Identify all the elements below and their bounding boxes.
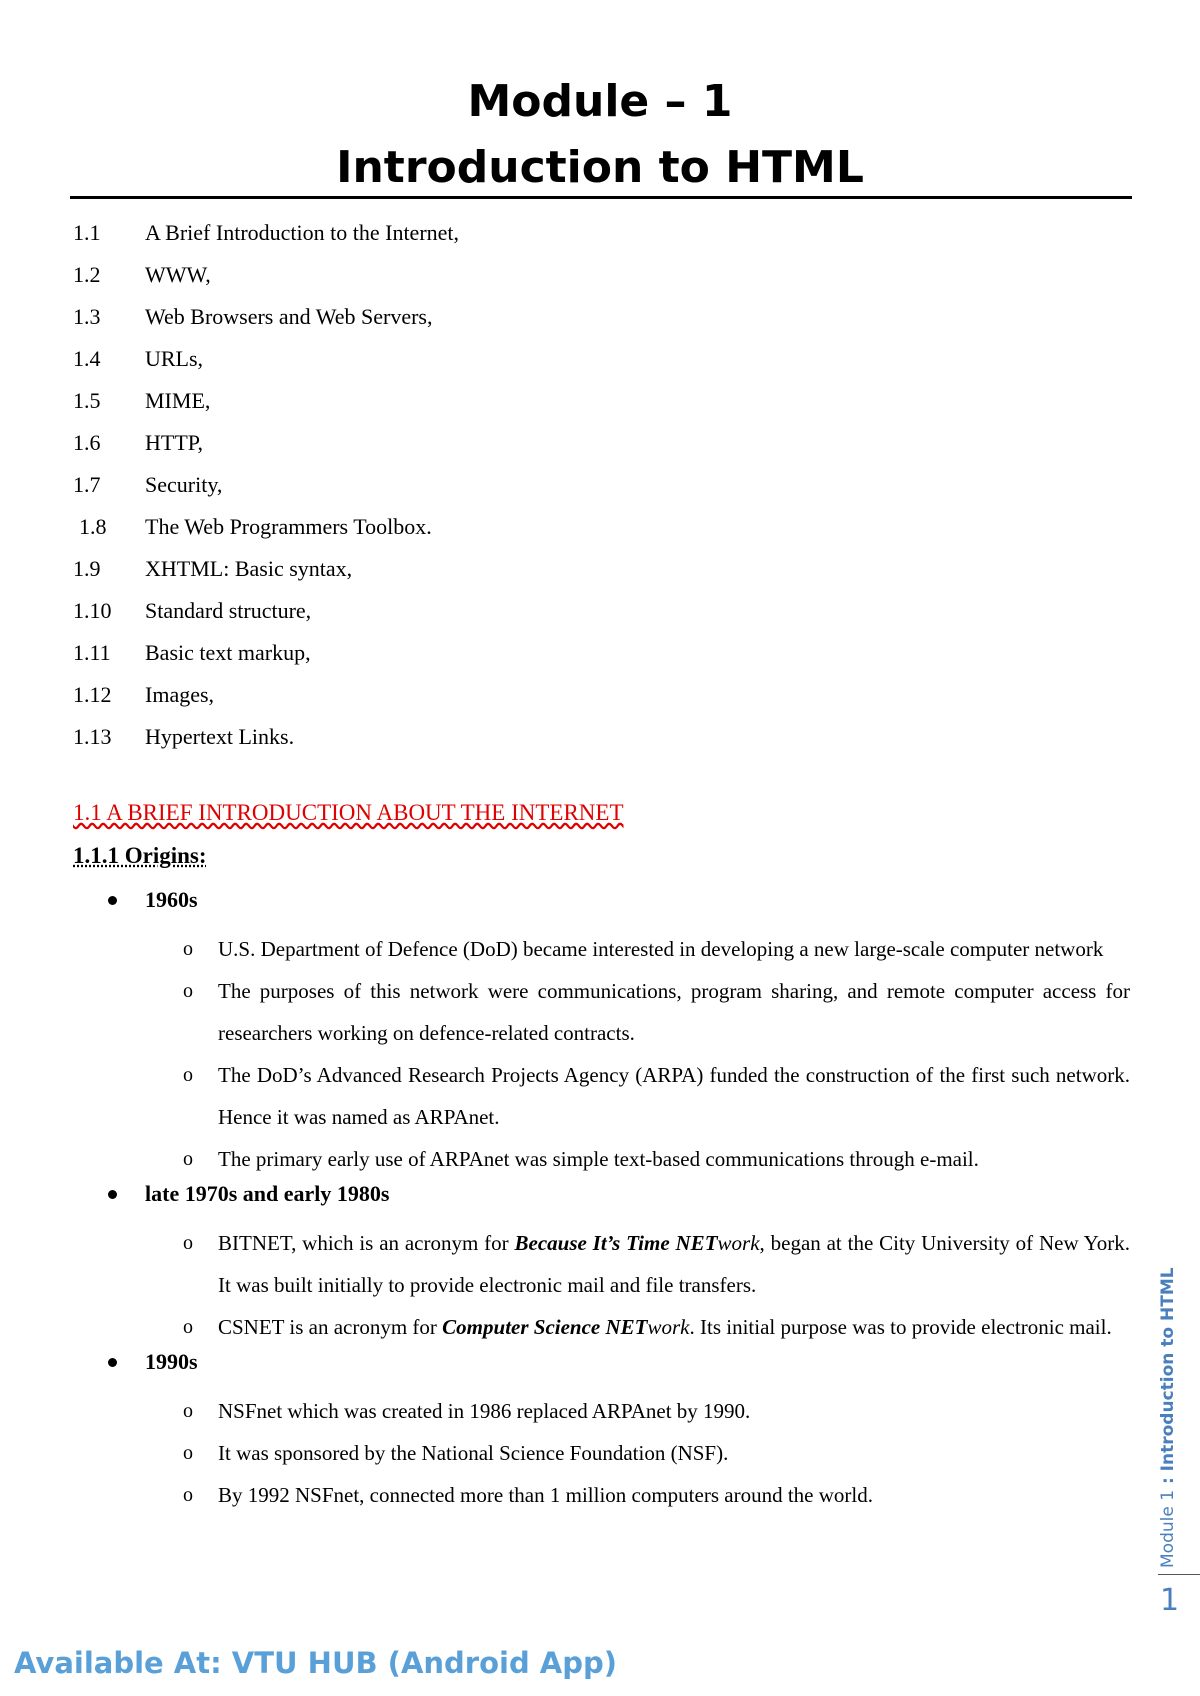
toc-item — [73, 471, 459, 513]
section-heading: 1.1 A BRIEF INTRODUCTION ABOUT THE INTERNET — [73, 800, 624, 825]
list-item — [183, 1306, 1130, 1348]
toc-number: 1.6 — [73, 430, 101, 455]
toc-item — [73, 681, 459, 723]
toc-item — [73, 261, 459, 303]
toc-text: WWW, — [145, 262, 211, 287]
list-item — [183, 1390, 1130, 1432]
table-of-contents — [73, 219, 459, 765]
toc-number: 1.5 — [73, 388, 101, 413]
bullet-icon — [108, 896, 117, 905]
toc-text: A Brief Introduction to the Internet, — [145, 220, 460, 245]
list-item-text: It was sponsored by the National Science Foundation (NSF). — [218, 1441, 729, 1465]
bullet-heading — [0, 1348, 1200, 1390]
toc-text: Images, — [145, 682, 215, 707]
toc-item — [73, 387, 459, 429]
bullet-label: late 1970s and early 1980s — [145, 1181, 390, 1206]
bullet-heading — [0, 886, 1200, 928]
toc-number: 1.1 — [73, 220, 101, 245]
page-number: 1 — [1160, 1583, 1180, 1618]
side-margin-label — [1158, 1228, 1184, 1568]
list-item-text: NSFnet which was created in 1986 replaced ARPAnet by 1990. — [218, 1399, 751, 1423]
toc-text: Standard structure, — [145, 598, 312, 623]
circle-bullet-icon: o — [183, 1484, 193, 1506]
bullet-group-1960s — [0, 886, 1200, 1180]
bitnet-acronym-tail: work — [717, 1231, 760, 1255]
toc-text: XHTML: Basic syntax, — [145, 556, 353, 581]
toc-number: 1.10 — [73, 598, 112, 623]
side-module-label: Module 1 — [1158, 1489, 1178, 1568]
toc-number: 1.13 — [73, 724, 112, 749]
toc-item — [73, 219, 459, 261]
list-item-text: The purposes of this network were communications, program sharing, and remote computer access for researchers working on defence-related contracts. — [218, 979, 1130, 1045]
bitnet-post: , began at the City University of New York. It was built initially to provide electronic mail and file transfers. — [218, 1231, 1130, 1297]
toc-item — [73, 555, 459, 597]
toc-number: 1.11 — [73, 640, 111, 665]
toc-number: 1.4 — [73, 346, 101, 371]
circle-bullet-icon: o — [183, 1442, 193, 1464]
circle-bullet-icon: o — [183, 1400, 193, 1422]
toc-number: 1.2 — [73, 262, 101, 287]
list-item-text: U.S. Department of Defence (DoD) became interested in developing a new large-scale computer network — [218, 937, 1104, 961]
bitnet-pre: BITNET, which is an acronym for — [218, 1231, 515, 1255]
toc-text: HTTP, — [145, 430, 204, 455]
toc-item — [73, 639, 459, 681]
toc-number: 1.9 — [73, 556, 101, 581]
toc-item — [73, 597, 459, 639]
toc-text: Security, — [145, 472, 223, 497]
toc-text: The Web Programmers Toolbox. — [145, 514, 432, 539]
page-number-divider — [1158, 1574, 1200, 1575]
list-item — [183, 970, 1130, 1054]
side-separator: : — [1158, 1471, 1178, 1490]
list-item — [183, 928, 1130, 970]
footer-availability: Available At: VTU HUB (Android App) — [14, 1646, 618, 1680]
toc-item — [73, 723, 459, 765]
page-title-module: Module – 1 — [467, 76, 733, 127]
toc-number: 1.7 — [73, 472, 101, 497]
toc-number: 1.3 — [73, 304, 101, 329]
list-item — [183, 1432, 1130, 1474]
csnet-acronym: Computer Science NET — [442, 1315, 648, 1339]
list-item — [183, 1054, 1130, 1138]
toc-item — [73, 429, 459, 471]
csnet-post: . Its initial purpose was to provide electronic mail. — [689, 1315, 1112, 1339]
subsection-heading: 1.1.1 Origins: — [73, 843, 207, 868]
section-content — [0, 886, 1200, 1516]
side-topic: Introduction to HTML — [1158, 1267, 1178, 1472]
toc-text: URLs, — [145, 346, 204, 371]
toc-number: 1.8 — [79, 514, 107, 539]
toc-item — [73, 303, 459, 345]
circle-bullet-icon: o — [183, 1316, 193, 1338]
toc-text: Web Browsers and Web Servers, — [145, 304, 433, 329]
list-item — [183, 1138, 1130, 1180]
title-divider — [70, 196, 1132, 199]
circle-bullet-icon: o — [183, 938, 193, 960]
toc-number: 1.12 — [73, 682, 112, 707]
bullet-group-1970s-1980s — [0, 1180, 1200, 1348]
circle-bullet-icon: o — [183, 980, 193, 1002]
toc-text: Hypertext Links. — [145, 724, 295, 749]
bitnet-acronym: Because It’s Time NET — [514, 1231, 718, 1255]
csnet-acronym-tail: work — [647, 1315, 690, 1339]
bullet-icon — [108, 1190, 117, 1199]
bullet-heading — [0, 1180, 1200, 1222]
bullet-group-1990s — [0, 1348, 1200, 1516]
bullet-icon — [108, 1358, 117, 1367]
bullet-label: 1990s — [145, 1349, 198, 1374]
list-item-text: The DoD’s Advanced Research Projects Agency (ARPA) funded the construction of the first such network. Hence it was named as ARPAnet. — [218, 1063, 1130, 1129]
csnet-pre: CSNET is an acronym for — [218, 1315, 443, 1339]
list-item-text: By 1992 NSFnet, connected more than 1 million computers around the world. — [218, 1483, 873, 1507]
toc-item — [73, 345, 459, 387]
list-item — [183, 1474, 1130, 1516]
circle-bullet-icon: o — [183, 1232, 193, 1254]
page-title-topic: Introduction to HTML — [336, 142, 864, 193]
list-item-text: The primary early use of ARPAnet was simple text-based communications through e-mail. — [218, 1147, 979, 1171]
circle-bullet-icon: o — [183, 1064, 193, 1086]
toc-text: MIME, — [145, 388, 211, 413]
circle-bullet-icon: o — [183, 1148, 193, 1170]
list-item — [183, 1222, 1130, 1306]
bullet-label: 1960s — [145, 887, 198, 912]
toc-text: Basic text markup, — [145, 640, 311, 665]
toc-item — [73, 513, 459, 555]
